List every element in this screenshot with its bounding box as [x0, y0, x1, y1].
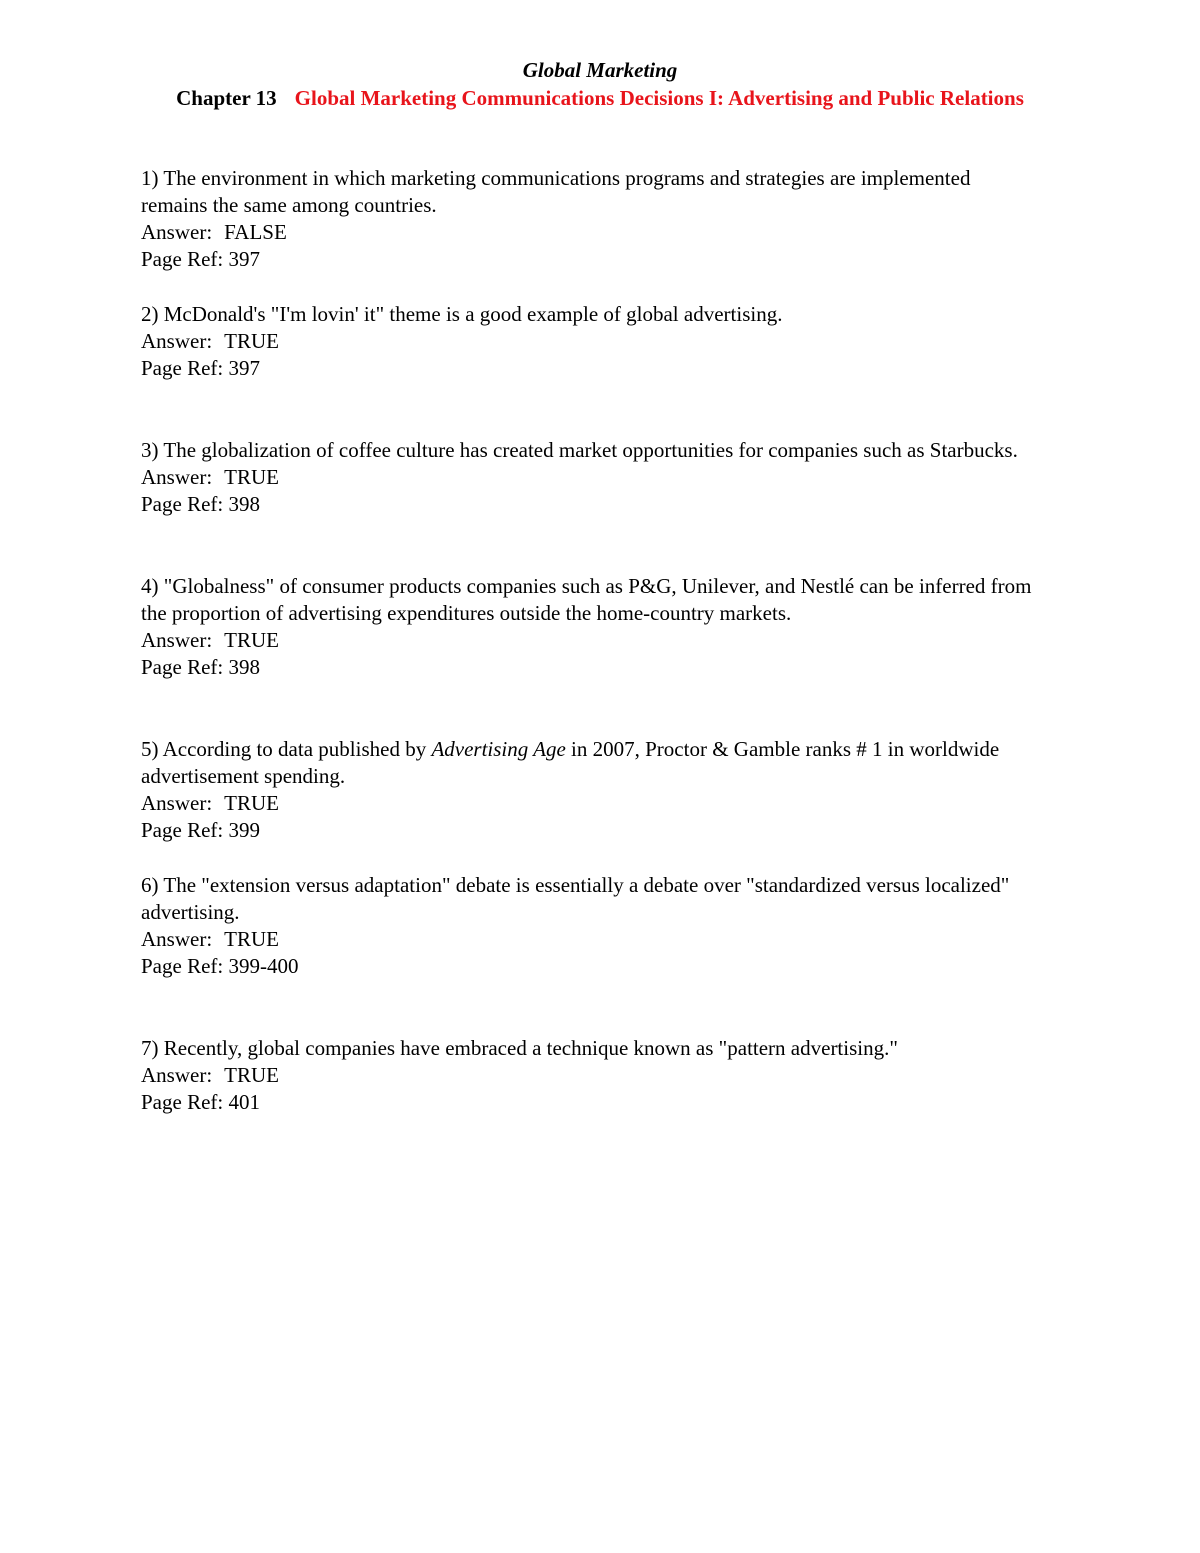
question-item — [141, 165, 1041, 273]
answer-line — [141, 926, 1041, 953]
question-item — [141, 872, 1041, 980]
document-header — [0, 56, 1200, 112]
chapter-label: Chapter 13 — [176, 86, 277, 110]
answer-line — [141, 219, 1041, 246]
answer-label: Answer: — [141, 465, 213, 489]
question-text-start: 5) According to data published by — [141, 737, 432, 761]
page-ref: Page Ref: 397 — [141, 356, 260, 380]
question-text: 7) Recently, global companies have embraced a technique known as "pattern advertising." — [141, 1036, 898, 1060]
page-ref: Page Ref: 398 — [141, 655, 260, 679]
answer-label: Answer: — [141, 1063, 213, 1087]
answer-value: TRUE — [224, 329, 279, 353]
answer-line — [141, 464, 1041, 491]
answer-label: Answer: — [141, 791, 213, 815]
answer-value: TRUE — [224, 791, 279, 815]
question-item — [141, 437, 1041, 518]
chapter-heading — [160, 84, 1040, 112]
question-text: 2) McDonald's "I'm lovin' it" theme is a good example of global advertising. — [141, 302, 783, 326]
book-title: Global Marketing — [522, 58, 678, 82]
answer-line — [141, 790, 1041, 817]
question-text — [141, 736, 1041, 790]
question-text: 3) The globalization of coffee culture has created market opportunities for companies such as Starbucks. — [141, 438, 1018, 462]
publication-title: Advertising Age — [431, 737, 566, 761]
answer-line — [141, 328, 1041, 355]
page-ref: Page Ref: 397 — [141, 247, 260, 271]
answer-value: TRUE — [224, 927, 279, 951]
page-ref: Page Ref: 399 — [141, 818, 260, 842]
question-text-end: in 2007, Proctor & Gamble ranks # 1 in worldwide advertisement spending. — [141, 737, 1000, 788]
question-item — [141, 301, 1041, 382]
answer-line — [141, 1062, 1041, 1089]
question-item — [141, 736, 1041, 844]
answer-label: Answer: — [141, 220, 213, 244]
answer-line — [141, 627, 1041, 654]
answer-label: Answer: — [141, 329, 213, 353]
answer-value: TRUE — [224, 1063, 279, 1087]
page-ref: Page Ref: 401 — [141, 1090, 260, 1114]
question-item — [141, 573, 1041, 681]
question-text: 1) The environment in which marketing communications programs and strategies are implemented remains the same among countries. — [141, 166, 971, 217]
question-text: 6) The "extension versus adaptation" debate is essentially a debate over "standardized versus localized" advertising. — [141, 873, 1010, 924]
question-item — [141, 1035, 1041, 1116]
chapter-title: Global Marketing Communications Decisions I: Advertising and Public Relations — [294, 86, 1024, 110]
question-text: 4) "Globalness" of consumer products companies such as P&G, Unilever, and Nestlé can be inferred from the proportion of advertising expenditures outside the home-country markets. — [141, 574, 1032, 625]
page-ref: Page Ref: 398 — [141, 492, 260, 516]
answer-value: FALSE — [224, 220, 287, 244]
answer-label: Answer: — [141, 927, 213, 951]
question-list — [141, 165, 1041, 1116]
page-ref: Page Ref: 399-400 — [141, 954, 299, 978]
answer-value: TRUE — [224, 465, 279, 489]
answer-value: TRUE — [224, 628, 279, 652]
answer-label: Answer: — [141, 628, 213, 652]
